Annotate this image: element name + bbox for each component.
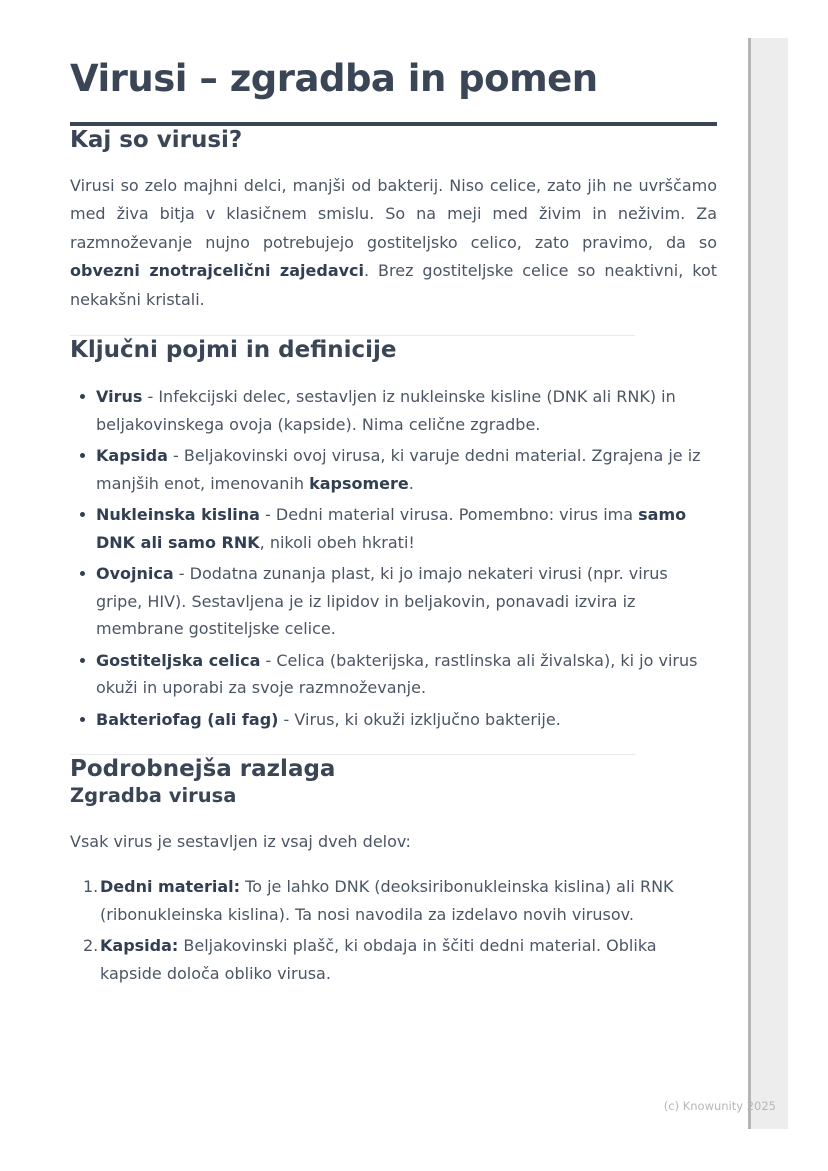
term-definition: - Dodatna zunanja plast, ki jo imajo nekateri virusi (npr. virus gripe, HIV). Sestavljena je iz lipidov in beljakovin, ponavadi izvira iz membrane gostiteljske celice. — [96, 564, 668, 639]
section-heading-what-are-viruses: Kaj so virusi? — [70, 127, 243, 154]
term-label: Bakteriofag (ali fag) — [96, 709, 279, 729]
list-item-kapsida — [70, 442, 717, 497]
list-item-ovojnica — [70, 560, 717, 643]
term-label: Ovojnica — [96, 564, 174, 584]
term-label: Gostiteljska celica — [96, 650, 261, 670]
term-definition-bold: kapsomere — [309, 473, 409, 493]
term-label: Virus — [96, 387, 143, 407]
term-label: Nukleinska kislina — [96, 505, 260, 525]
subsection-heading-virus-structure: Zgradba virusa — [70, 783, 237, 807]
list-item-nukleinska-kislina — [70, 501, 717, 556]
page-title: Virusi – zgradba in pomen — [70, 57, 598, 100]
term-definition: - Dedni material virusa. Pomembno: virus ima — [259, 505, 639, 525]
list-item-gostiteljska-celica — [70, 647, 717, 702]
term-label: Dedni material: — [100, 877, 241, 897]
structure-intro-text: Vsak virus je sestavljen iz vsaj dveh delov: — [70, 832, 411, 852]
term-definition: - Virus, ki okuži izključno bakterije. — [278, 709, 561, 729]
numbered-item-kapsida — [70, 932, 717, 988]
term-label: Kapsida — [96, 446, 168, 466]
section-heading-key-terms: Ključni pojmi in definicije — [70, 337, 397, 364]
key-terms-list — [70, 383, 717, 733]
section-heading-detailed-explanation: Podrobnejša razlaga — [70, 756, 336, 783]
bullet-icon — [80, 658, 85, 663]
term-definition-tail: . — [408, 473, 414, 493]
list-item-virus — [70, 383, 717, 438]
term-definition: - Infekcijski delec, sestavljen iz nukleinske kisline (DNK ali RNK) in beljakovinskega ovoja (kapside). Nima celične zgradbe. — [96, 387, 676, 434]
bullet-icon — [80, 512, 85, 517]
list-item-bakteriofag — [70, 706, 717, 734]
list-number: 1. — [83, 877, 99, 897]
term-definition: Beljakovinski plašč, ki obdaja in ščiti dedni material. Oblika kapside določa obliko virusa. — [100, 936, 657, 984]
bullet-icon — [80, 717, 85, 722]
term-definition: - Celica (bakterijska, rastlinska ali živalska), ki jo virus okuži in uporabi za svoje razmnoževanje. — [96, 650, 698, 698]
footer-copyright: (c) Knowunity 2025 — [663, 1099, 776, 1113]
term-definition: - Beljakovinski ovoj virusa, ki varuje dedni material. Zgrajena je iz manjših enot, imenovanih — [96, 446, 701, 493]
virus-parts-numbered-list — [70, 873, 717, 988]
intro-paragraph-post: . Brez gostiteljske celice so neaktivni, kot nekakšni kristali. — [70, 261, 718, 309]
list-number: 2. — [83, 936, 99, 956]
intro-paragraph-pre: Virusi so zelo majhni delci, manjši od bakterij. Niso celice, zato jih ne uvrščamo med živa bitja v klasičnem smislu. So na meji med živim in neživim. Za razmnoževanje nujno potrebujejo gostiteljsko celico, zato pravimo, da so — [70, 175, 717, 252]
next-page-edge — [748, 38, 788, 1129]
document-page — [70, 0, 717, 991]
term-label: Kapsida: — [100, 936, 179, 956]
bullet-icon — [80, 453, 85, 458]
term-definition: To je lahko DNK (deoksiribonukleinska kislina) ali RNK (ribonukleinska kislina). Ta nosi navodila za izdelavo novih virusov. — [100, 877, 674, 925]
numbered-item-dedni-material — [70, 873, 717, 929]
bullet-icon — [80, 394, 85, 399]
term-definition-bold: samo DNK ali samo RNK — [96, 505, 687, 552]
term-definition-tail: , nikoli obeh hkrati! — [259, 532, 415, 552]
intro-paragraph-bold: obvezni znotrajcelični zajedavci — [70, 261, 365, 281]
bullet-icon — [80, 571, 85, 576]
intro-paragraph — [70, 172, 717, 315]
